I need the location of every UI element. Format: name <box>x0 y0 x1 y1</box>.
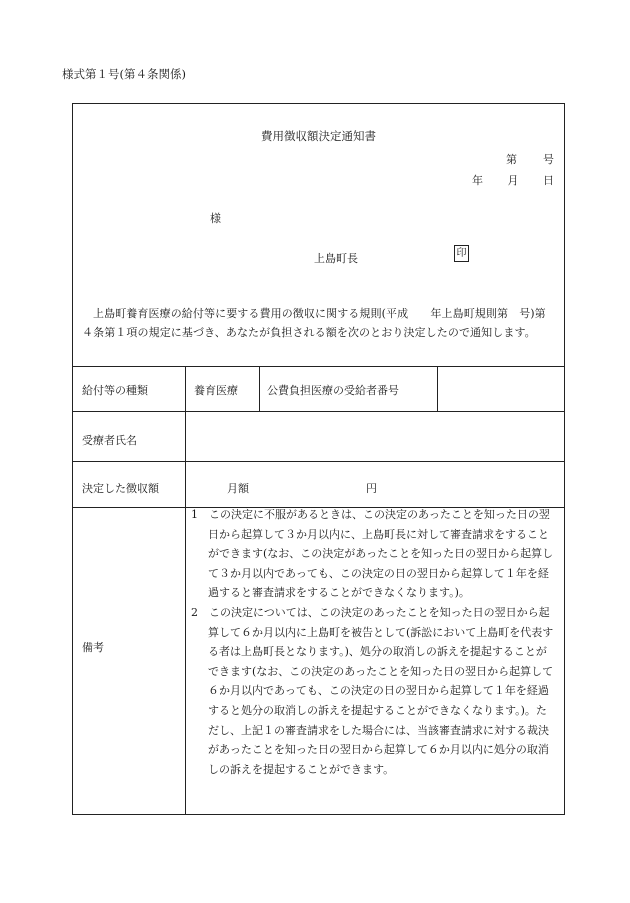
row-divider <box>73 461 564 462</box>
table-top-rule <box>73 366 564 367</box>
form-number-label: 様式第１号(第４条関係) <box>62 67 186 81</box>
remarks-item: 2 この決定については、この決定のあったことを知った日の翌日から起算して６か月以内に上島町を被告として(訴訟において上島町を代表する者は上島町長となります。)、処分の取消しの訴えを提起することができます(なお、この決定のあったことを知った日の翌日から起算して６か月以内であっても、この決定の日の翌日から起算して１年を経過すると処分の取消しの訴えを提起することができなくなります。)。ただし、上記１の審査請求をした場合には、当該審査請求に対する裁決があったことを知った日の翌日から起算して６か月以内に処分の取消しの訴えを提起することができます。 <box>191 605 554 776</box>
seal-mark: 印 <box>454 245 469 262</box>
benefit-type-label: 給付等の種類 <box>82 384 148 397</box>
patient-name-label: 受療者氏名 <box>82 434 137 447</box>
remarks-item: 1 この決定に不服があるときは、この決定のあったことを知った日の翌日から起算して３か月以内に、上島町長に対して審査請求をすることができます(なお、この決定があったことを知った日の翌日から起算して３か月以内であっても、この決定の日の翌日から起算して１年を経過すると審査請求をすることができなくなります。)。 <box>191 508 554 600</box>
benefit-type-value: 養育医療 <box>194 384 238 397</box>
row-divider <box>73 411 564 412</box>
remarks-list <box>191 505 556 779</box>
column-divider <box>437 366 438 411</box>
decided-amount-label: 決定した徴収額 <box>82 482 159 495</box>
notice-form <box>72 103 565 815</box>
public-recipient-label: 公費負担医療の受給者番号 <box>267 384 399 397</box>
label-column-divider <box>185 366 186 815</box>
date-month: 月 <box>507 174 519 187</box>
addressee: 様 <box>210 212 221 225</box>
yen-label: 円 <box>366 482 377 495</box>
issuer-name: 上島町長 <box>314 252 358 265</box>
column-divider <box>259 366 260 411</box>
notice-body: 上島町養育医療の給付等に要する費用の徴収に関する規則(平成 年上島町規則第 号)第４条第１項の規定に基づき、あなたが負担される額を次のとおり決定したので通知します。 <box>82 307 546 339</box>
date-day: 日 <box>543 174 554 187</box>
document-number-dai: 第 <box>506 153 517 166</box>
document-number <box>506 151 554 167</box>
remarks-label: 備考 <box>82 641 104 654</box>
document-number-go: 号 <box>543 153 554 166</box>
document-title: 費用徴収額決定通知書 <box>261 129 376 143</box>
monthly-label: 月額 <box>227 482 249 495</box>
issue-date <box>472 172 554 188</box>
date-year: 年 <box>472 174 483 187</box>
